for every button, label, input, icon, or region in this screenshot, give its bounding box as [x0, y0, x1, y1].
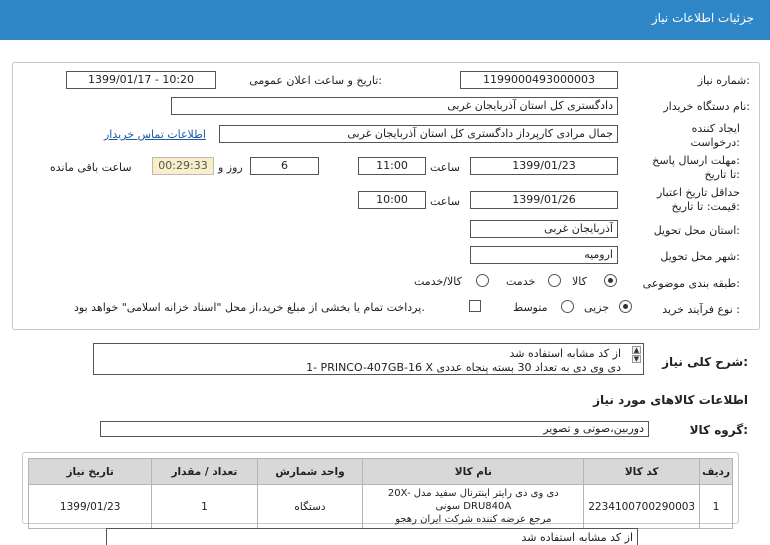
creator-label-line2: درخواست:	[690, 136, 740, 149]
summary-line-2: 1- PRINCO-407GB-16 X دی وی دی به تعداد 30 بسته پنجاه عددی	[306, 361, 621, 374]
col-row: ردیف	[700, 459, 733, 485]
validity-time-field: 10:00	[358, 191, 426, 209]
col-name: نام کالا	[363, 459, 584, 485]
treasury-note: پرداخت تمام یا بخشی از مبلغ خرید،از محل "اسناد خزانه اسلامی" خواهد بود.	[74, 301, 425, 314]
need-number-field: 1199000493000003	[460, 71, 618, 89]
col-code: کد کالا	[584, 459, 700, 485]
cell-unit: دستگاه	[257, 485, 363, 529]
process-option-minor: جزیی	[584, 301, 610, 314]
cell-date: 1399/01/23	[29, 485, 152, 529]
need-number-label: شماره نیاز:	[697, 74, 750, 87]
goods-section-title: اطلاعات کالاهای مورد نیاز	[593, 393, 748, 407]
cell-row: 1	[700, 485, 733, 529]
buyer-contact-link[interactable]: اطلاعات تماس خریدار	[104, 128, 206, 141]
city-field: ارومیه	[470, 246, 618, 264]
goods-table	[28, 458, 733, 529]
remaining-label: ساعت باقی مانده	[50, 161, 132, 174]
buyer-label: نام دستگاه خریدار:	[663, 100, 750, 113]
process-radio-medium[interactable]	[561, 300, 574, 313]
buyer-field: دادگستری کل استان آذربایجان غربی	[171, 97, 618, 115]
page-header	[0, 0, 770, 40]
creator-label-line1: ایجاد کننده	[691, 122, 740, 135]
province-label: استان محل تحویل:	[653, 224, 740, 237]
process-label: نوع فرآیند خرید :	[662, 303, 740, 316]
days-field: 6	[250, 157, 319, 175]
announce-field: 1399/01/17 - 10:20	[66, 71, 216, 89]
announce-label: تاریخ و ساعت اعلان عمومی:	[249, 74, 382, 87]
cell-code: 2234100700290003	[584, 485, 700, 529]
validity-label-line1: حداقل تاریخ اعتبار	[656, 186, 740, 199]
category-label: طبقه بندی موضوعی:	[642, 277, 740, 290]
deadline-time-label: ساعت	[430, 161, 460, 174]
goods-table-header	[29, 459, 733, 485]
col-unit: واحد شمارش	[257, 459, 363, 485]
summary-line-1: از کد مشابه استفاده شد	[509, 347, 621, 360]
cell-qty: 1	[152, 485, 257, 529]
creator-field: جمال مرادی کارپرداز دادگستری کل استان آذربایجان غربی	[219, 125, 618, 143]
category-radio-service[interactable]	[548, 274, 561, 287]
page-title: جزئیات اطلاعات نیاز	[651, 11, 754, 25]
table-row	[29, 485, 733, 529]
validity-date-field: 1399/01/26	[470, 191, 618, 209]
scroll-up-icon[interactable]: ▲	[633, 346, 640, 354]
cell-name	[363, 485, 584, 529]
province-field: آذربایجان غربی	[470, 220, 618, 238]
bottom-note-field: از کد مشابه استفاده شد	[106, 528, 638, 545]
category-option-goods-service: کالا/خدمت	[414, 275, 462, 288]
process-radio-minor[interactable]	[619, 300, 632, 313]
deadline-label-line1: مهلت ارسال پاسخ:	[652, 154, 740, 167]
days-label: روز و	[218, 161, 243, 174]
remaining-time-field: 00:29:33	[152, 157, 214, 175]
scroll-down-icon[interactable]: ▼	[633, 355, 640, 363]
col-date: تاریخ نیاز	[29, 459, 152, 485]
goods-group-field: دوربین،صوتی و تصویر	[100, 421, 649, 437]
city-label: شهر محل تحویل:	[660, 250, 740, 263]
category-option-goods: کالا	[572, 275, 587, 288]
category-option-service: خدمت	[506, 275, 536, 288]
summary-textarea[interactable]	[93, 343, 644, 375]
deadline-time-field: 11:00	[358, 157, 426, 175]
cell-name-line2: مرجع عرضه کننده شرکت ایران رهجو	[395, 514, 552, 525]
deadline-date-field: 1399/01/23	[470, 157, 618, 175]
category-radio-goods-service[interactable]	[476, 274, 489, 287]
treasury-checkbox[interactable]	[469, 300, 481, 312]
validity-time-label: ساعت	[430, 195, 460, 208]
process-option-medium: متوسط	[513, 301, 548, 314]
summary-label: شرح کلی نیاز:	[662, 355, 748, 369]
deadline-label-line2: تا تاریخ:	[704, 168, 740, 181]
cell-name-line1: دی وی دی رایتر اینترنال سفید مدل 20X-DRU840A سونی	[387, 488, 559, 512]
category-radio-goods[interactable]	[604, 274, 617, 287]
col-qty: تعداد / مقدار	[152, 459, 257, 485]
validity-label-line2: قیمت: تا تاریخ:	[671, 200, 740, 213]
goods-group-label: گروه کالا:	[689, 423, 748, 437]
